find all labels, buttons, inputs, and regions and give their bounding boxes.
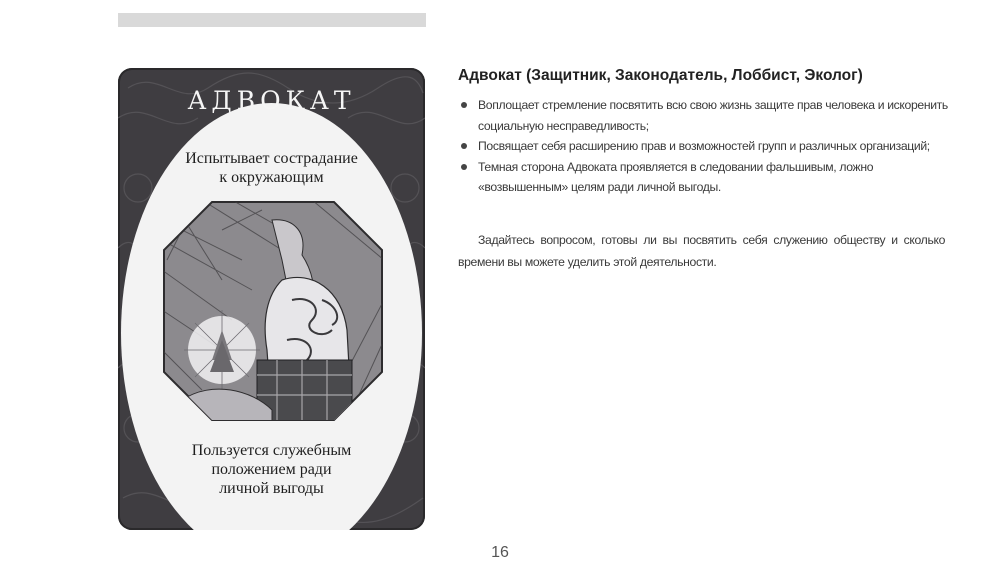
card-title: АДВОКАТ [187, 86, 356, 115]
bullet-text: Воплощает стремление посвятить всю свою жизнь защите прав человека и искоренить социальную несправедливость; [478, 98, 948, 133]
card-top-line: Испытывает сострадание [185, 150, 358, 167]
card-top-text [118, 149, 425, 187]
card-bottom-line: положением ради [211, 461, 332, 478]
card-illustration [162, 200, 384, 422]
card-top-line: к окружающим [219, 169, 324, 186]
card-bottom-line: личной выгоды [219, 480, 324, 497]
bullet-icon [461, 164, 467, 170]
bullet-item [458, 95, 948, 136]
question-paragraph: Задайтесь вопросом, готовы ли вы посвятить себя служению обществу и сколько времени вы можете уделить этой деятельности. [458, 233, 945, 269]
bullet-item [458, 136, 948, 157]
bullet-icon [461, 143, 467, 149]
bullet-text: Темная сторона Адвоката проявляется в следовании фальшивым, ложно «возвышенным» целям ради личной выгоды. [478, 159, 874, 194]
bullet-icon [461, 102, 467, 108]
bullet-list [458, 95, 948, 198]
bullet-item [458, 157, 948, 198]
top-gray-bar [118, 13, 426, 27]
page-number: 16 [491, 544, 509, 561]
section-heading: Адвокат (Защитник, Законодатель, Лоббист, Эколог) [458, 67, 863, 84]
card-bottom-line: Пользуется служебным [191, 442, 352, 459]
card-bottom-text [118, 441, 425, 498]
bullet-text: Посвящает себя расширению прав и возможностей групп и различных организаций; [478, 139, 930, 153]
